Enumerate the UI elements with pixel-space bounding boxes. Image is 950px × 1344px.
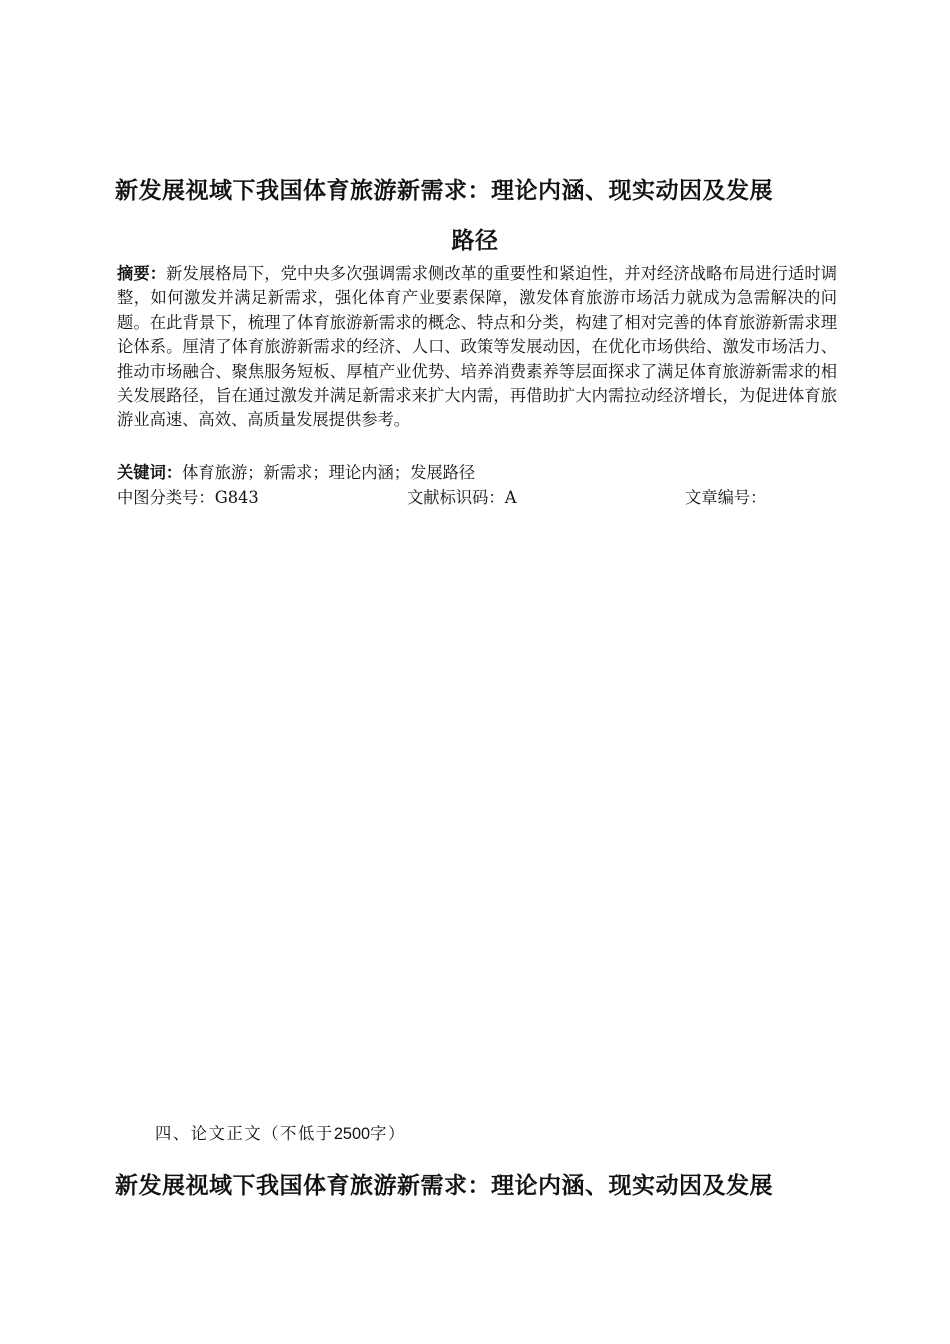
section-heading-suffix: 字） — [370, 1124, 406, 1143]
abstract — [117, 262, 837, 433]
clc-number: 中图分类号：G843 — [117, 488, 259, 507]
abstract-text: 新发展格局下，党中央多次强调需求侧改革的重要性和紧迫性，并对经济战略布局进行适时调整，如何激发并满足新需求，强化体育产业要素保障，激发体育旅游市场活力就成为急需解决的问题。在此背景下，梳理了体育旅游新需求的概念、特点和分类，构建了相对完善的体育旅游新需求理论体系。厘清了体育旅游新需求的经济、人口、政策等发展动因，在优化市场供给、激发市场活力、推动市场融合、聚焦服务短板、厚植产业优势、培养消费素养等层面探求了满足体育旅游新需求的相关发展路径，旨在通过激发并满足新需求来扩大内需，再借助扩大内需拉动经济增长，为促进体育旅游业高速、高效、高质量发展提供参考。 — [117, 264, 837, 430]
keywords-label: 关键词： — [117, 463, 183, 482]
section-heading-prefix: 四、论文正文（不低于 — [155, 1124, 334, 1143]
article-number: 文章编号： — [685, 488, 767, 507]
document-code: 文献标识码：A — [407, 488, 517, 507]
section-heading — [155, 1120, 406, 1144]
paper-title-line2: 路径 — [451, 228, 499, 254]
section-heading-number: 2500 — [333, 1125, 371, 1143]
abstract-label: 摘要： — [117, 264, 167, 283]
body-title-line1: 新发展视域下我国体育旅游新需求：理论内涵、现实动因及发展 — [115, 1173, 773, 1199]
keywords-text: 体育旅游；新需求；理论内涵；发展路径 — [182, 463, 476, 482]
keywords — [117, 461, 837, 485]
paper-title-line1: 新发展视域下我国体育旅游新需求：理论内涵、现实动因及发展 — [115, 178, 773, 204]
